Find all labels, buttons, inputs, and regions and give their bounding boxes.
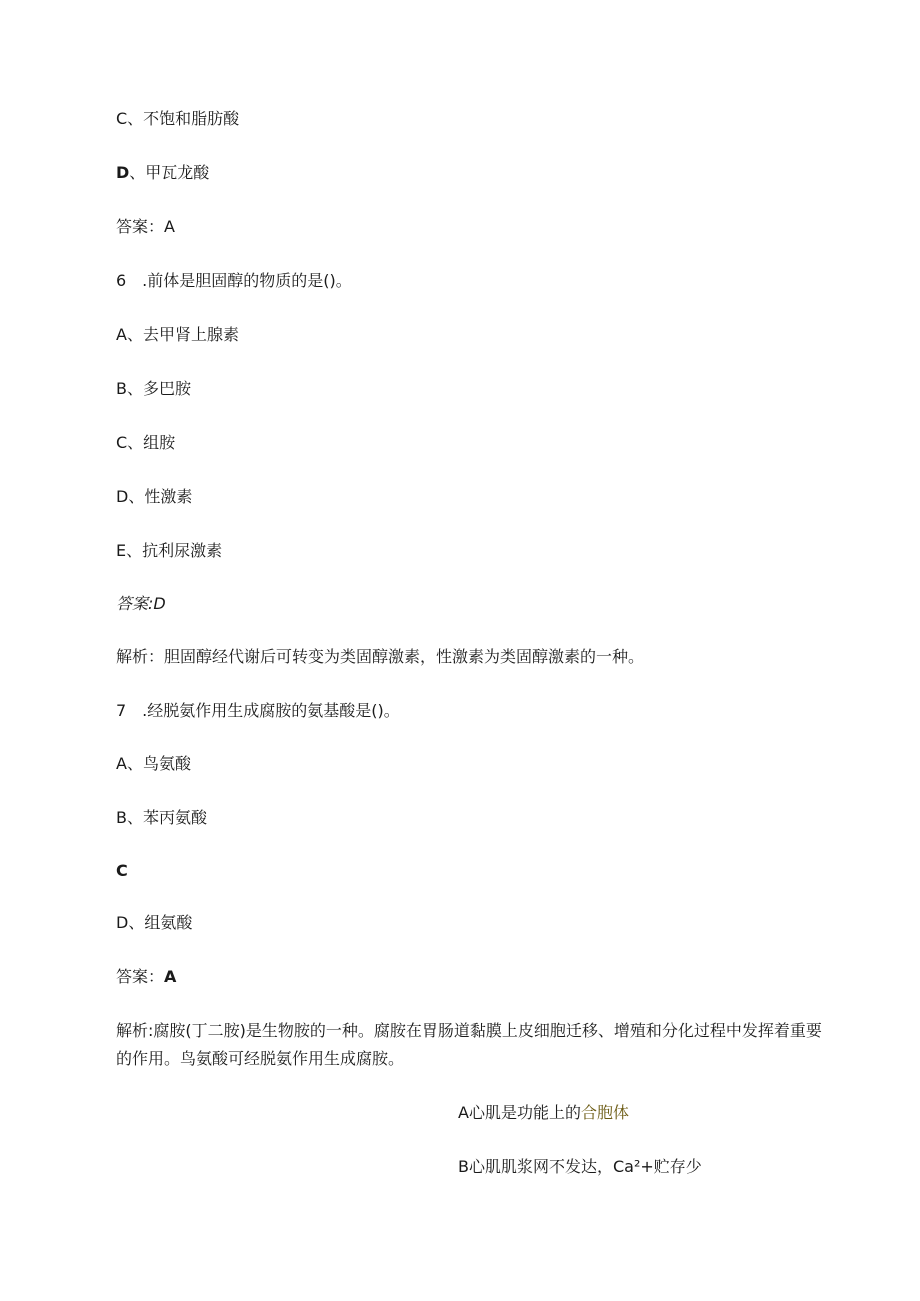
q6-option-a: A、去甲肾上腺素 bbox=[116, 325, 239, 344]
q6-answer: 答案:D bbox=[116, 594, 166, 613]
q6-option-c: C、组胺 bbox=[116, 433, 176, 452]
q7-answer-prefix: 答案： bbox=[116, 967, 165, 986]
q7-option-a: A、鸟氨酸 bbox=[116, 754, 191, 773]
q5-option-d-text: 、甲瓦龙酸 bbox=[129, 163, 210, 182]
q7-option-b: B、苯丙氨酸 bbox=[116, 808, 207, 827]
q7-answer bbox=[116, 966, 176, 988]
q5-option-c: C、不饱和脂肪酸 bbox=[116, 109, 240, 128]
q6-option-d: D、性激素 bbox=[116, 487, 193, 506]
q6-stem: 6 .前体是胆固醇的物质的是()。 bbox=[116, 271, 352, 290]
q7-stem: 7 .经脱氨作用生成腐胺的氨基酸是()。 bbox=[116, 701, 400, 720]
side-note-a-prefix: A心肌是功能上的 bbox=[458, 1103, 581, 1122]
q7-answer-letter: A bbox=[164, 967, 177, 986]
q6-analysis: 解析：胆固醇经代谢后可转变为类固醇激素，性激素为类固醇激素的一种。 bbox=[116, 647, 645, 666]
q6-option-b: B、多巴胺 bbox=[116, 379, 191, 398]
side-note-b: B心肌肌浆网不发达，Ca²+贮存少 bbox=[458, 1157, 702, 1176]
side-note-a bbox=[458, 1102, 629, 1124]
q5-option-d bbox=[116, 162, 209, 184]
q6-option-e: E、抗利尿激素 bbox=[116, 541, 223, 560]
q7-analysis: 解析:腐胺(丁二胺)是生物胺的一种。腐胺在胃肠道黏膜上皮细胞迁移、增殖和分化过程中发挥着重要的作用。鸟氨酸可经脱氨作用生成腐胺。 bbox=[116, 1021, 822, 1068]
q7-option-d: D、组氨酸 bbox=[116, 913, 193, 932]
q5-option-d-letter: D bbox=[116, 163, 130, 182]
q5-answer: 答案：A bbox=[116, 217, 175, 236]
side-note-a-highlight: 合胞体 bbox=[580, 1103, 629, 1122]
q7-option-c: C bbox=[116, 861, 128, 880]
